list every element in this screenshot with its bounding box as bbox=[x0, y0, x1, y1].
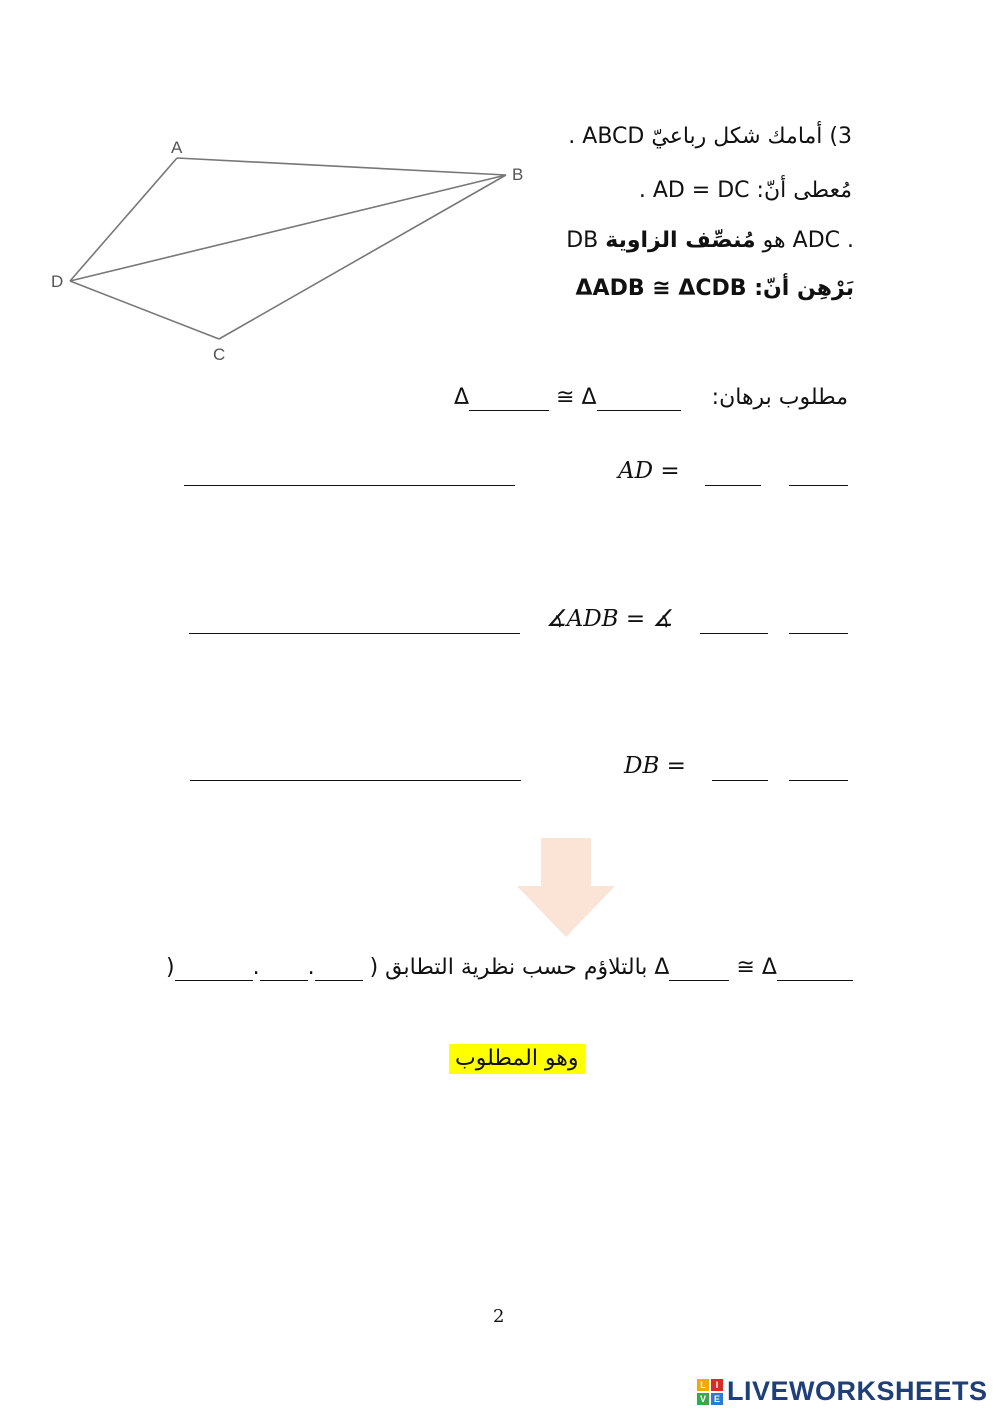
required-blank-row bbox=[454, 385, 681, 411]
statement-2-label: ∡ADB = ∡ bbox=[546, 606, 674, 632]
conclusion-triangle-blank-1[interactable] bbox=[669, 960, 729, 981]
arrow-shape bbox=[517, 838, 615, 937]
vertex-b-label: B bbox=[512, 165, 524, 184]
diagonal-db bbox=[70, 175, 506, 281]
side-bc bbox=[219, 175, 506, 339]
page-number: 2 bbox=[493, 1306, 505, 1327]
side-cd bbox=[70, 281, 219, 339]
statement-1-label: AD = bbox=[618, 458, 680, 484]
vertex-a-label: A bbox=[171, 138, 183, 157]
required-congruent: ≅ bbox=[556, 385, 575, 410]
reason-3-blank[interactable] bbox=[190, 780, 521, 781]
prove-statement: بَرْهِن أنّ: ΔADB ≅ ΔCDB bbox=[575, 276, 854, 301]
brand-icon-l: L bbox=[697, 1379, 709, 1391]
side-ab bbox=[177, 158, 506, 175]
conclusion-dot-1: . bbox=[252, 955, 260, 980]
statement-3-label: DB = bbox=[624, 753, 686, 779]
bisector-bold: مُنصِّف الزاوية bbox=[605, 228, 756, 253]
conclusion-dot-2: . bbox=[307, 955, 315, 980]
brand-logo bbox=[697, 1376, 988, 1407]
brand-icon-e: E bbox=[711, 1393, 723, 1405]
conclusion-congruent: ≅ bbox=[736, 955, 755, 980]
reason-1-blank[interactable] bbox=[184, 485, 515, 486]
brand-icon-i: I bbox=[711, 1379, 723, 1391]
conclusion-delta-1: Δ bbox=[654, 955, 670, 980]
vertex-d-label: D bbox=[51, 272, 64, 291]
required-delta-1: Δ bbox=[454, 385, 470, 410]
problem-bisector bbox=[566, 228, 854, 254]
bisector-post: ADC . bbox=[785, 228, 854, 253]
statement-1-blank-b[interactable] bbox=[789, 485, 848, 486]
side-da bbox=[70, 158, 177, 281]
brand-icon-v: V bbox=[697, 1393, 709, 1405]
conclusion-close-paren: ) bbox=[166, 955, 175, 980]
statement-3-blank-a[interactable] bbox=[712, 780, 768, 781]
quadrilateral-figure bbox=[40, 128, 524, 368]
bisector-pre: DB هو bbox=[566, 228, 786, 253]
conclusion-theorem-blank-2[interactable] bbox=[260, 960, 308, 981]
problem-line-1: 3) أمامك شكل رباعيّ ABCD . bbox=[568, 124, 852, 149]
reason-2-blank[interactable] bbox=[189, 633, 520, 634]
brand-name: LIVEWORKSHEETS bbox=[727, 1376, 988, 1406]
statement-3-blank-b[interactable] bbox=[789, 780, 848, 781]
brand-icon bbox=[697, 1379, 723, 1405]
required-blank-1[interactable] bbox=[469, 390, 549, 411]
conclusion-delta-2: Δ bbox=[761, 955, 777, 980]
required-blank-2[interactable] bbox=[597, 390, 681, 411]
vertex-c-label: C bbox=[213, 345, 226, 364]
down-arrow-icon bbox=[515, 838, 617, 940]
conclusion-row bbox=[166, 955, 853, 981]
conclusion-triangle-blank-2[interactable] bbox=[777, 960, 853, 981]
done-highlight: وهو المطلوب bbox=[449, 1044, 585, 1074]
problem-given: مُعطى أنّ: AD = DC . bbox=[638, 178, 852, 203]
statement-1-blank-a[interactable] bbox=[705, 485, 761, 486]
statement-2-blank-a[interactable] bbox=[700, 633, 768, 634]
conclusion-theorem-blank-1[interactable] bbox=[315, 960, 363, 981]
required-label: مطلوب برهان: bbox=[711, 385, 848, 410]
conclusion-text: بالتلاؤم حسب نظرية التطابق ( bbox=[369, 955, 648, 980]
conclusion-theorem-blank-3[interactable] bbox=[175, 960, 253, 981]
statement-2-blank-b[interactable] bbox=[789, 633, 848, 634]
required-delta-2: Δ bbox=[581, 385, 597, 410]
done-label bbox=[449, 1044, 585, 1074]
